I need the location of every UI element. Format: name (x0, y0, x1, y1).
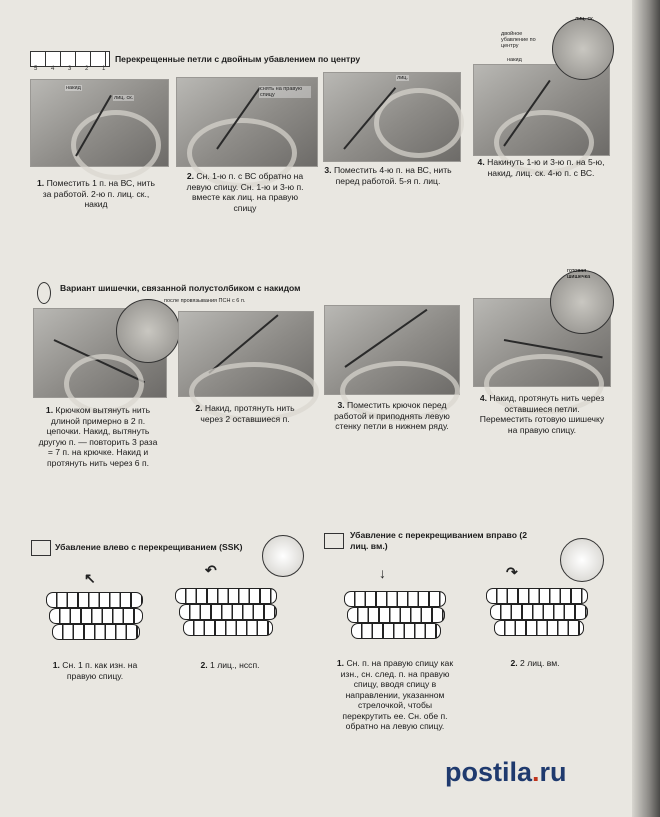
watermark-logo: postila.ru (445, 757, 567, 787)
arrow-icon: ↶ (205, 562, 217, 578)
detail-inset (116, 299, 180, 363)
knitting-diagram (46, 570, 146, 650)
k2tog-symbol-icon (324, 533, 344, 549)
step-caption: 4. Накинуть 1-ю и 3-ю п. на 5-ю, накид, лиц. ск. 4-ю п. с ВС. (477, 157, 605, 178)
section-title: Убавление влево с перекрещиванием (SSK) (55, 542, 243, 552)
photo-label: накид (507, 57, 522, 63)
step-caption: 4. Накид, протянуть нить через оставшиеся петли. Переместить готовую шишечку на правую спицу. (479, 393, 605, 435)
photo-label: снять на правую спицу (259, 86, 311, 98)
detail-inset (550, 270, 614, 334)
step-caption: 2. 2 лиц. вм. (510, 658, 560, 668)
chart-symbol-digits: 5 4 3 2 1 (34, 66, 112, 72)
step-caption: 2. 1 лиц., нссп. (200, 660, 260, 670)
page-binding-shadow (632, 0, 660, 817)
arrow-icon: ↓ (379, 565, 386, 581)
bobble-symbol-icon (37, 282, 51, 304)
knitting-diagram (175, 560, 285, 650)
step-caption: 1. Крючком вытянуть нить длиной примерно в 2 п. цепочки. Накид, вытянуть другую п. — повторить 3 раза = 7 п. на крючке. Накид и протянуть нить через 6 п. (38, 405, 158, 468)
step-caption: 2. Накид, протянуть нить через 2 оставшиеся п. (195, 403, 295, 424)
detail-inset (560, 538, 604, 582)
photo-label: готовая шишечка (567, 268, 591, 280)
step-caption: 3. Поместить 4-ю п. на ВС, нить перед работой. 5-я п. лиц. (324, 165, 452, 186)
step-caption: 1. Сн. 1 п. как изн. на правую спицу. (52, 660, 138, 681)
section-title: Перекрещенные петли с двойным убавлением по центру (115, 54, 361, 64)
step-photo (178, 311, 314, 397)
photo-label: двойное убавление по центру (501, 31, 536, 49)
chart-symbol-icon (30, 51, 110, 67)
photo-label: лиц. ск. (575, 16, 595, 22)
photo-label: лиц. (397, 75, 408, 81)
step-photo (323, 72, 461, 162)
arrow-icon: ↷ (506, 564, 518, 580)
step-photo (30, 79, 169, 167)
section-title: Вариант шишечки, связанной полустолбиком с накидом (60, 283, 301, 293)
detail-inset (262, 535, 304, 577)
knitting-diagram (344, 565, 454, 650)
detail-inset (552, 18, 614, 80)
photo-note: после провязывания ПСН с 6 п. (164, 298, 246, 304)
step-photo (324, 305, 460, 395)
photo-label: накид (66, 85, 81, 91)
section-title: Убавление с перекрещиванием вправо (2 лиц. вм.) (350, 530, 527, 551)
arrow-icon: ↖ (84, 570, 96, 586)
step-caption: 2. Сн. 1-ю п. с ВС обратно на левую спицу. Сн. 1-ю и 3-ю п. вместе как лиц. на правую спицу (186, 171, 304, 213)
photo-label: лиц. ск. (114, 95, 134, 101)
ssk-symbol-icon (31, 540, 51, 556)
step-photo (176, 77, 318, 167)
step-caption: 1. Поместить 1 п. на ВС, нить за работой. 2-ю п. лиц. ск., накид (37, 178, 155, 209)
step-caption: 3. Поместить крючок перед работой и приподнять левую стенку петли в нижнем ряду. (334, 400, 450, 431)
step-caption: 1. Сн. п. на правую спицу как изн., сн. след. п. на правую спицу, вводя спицу в направлении, указанном стрелочкой, чтобы перекрутить ее. Сн. обе п. обратно на левую спицу. (336, 658, 454, 731)
